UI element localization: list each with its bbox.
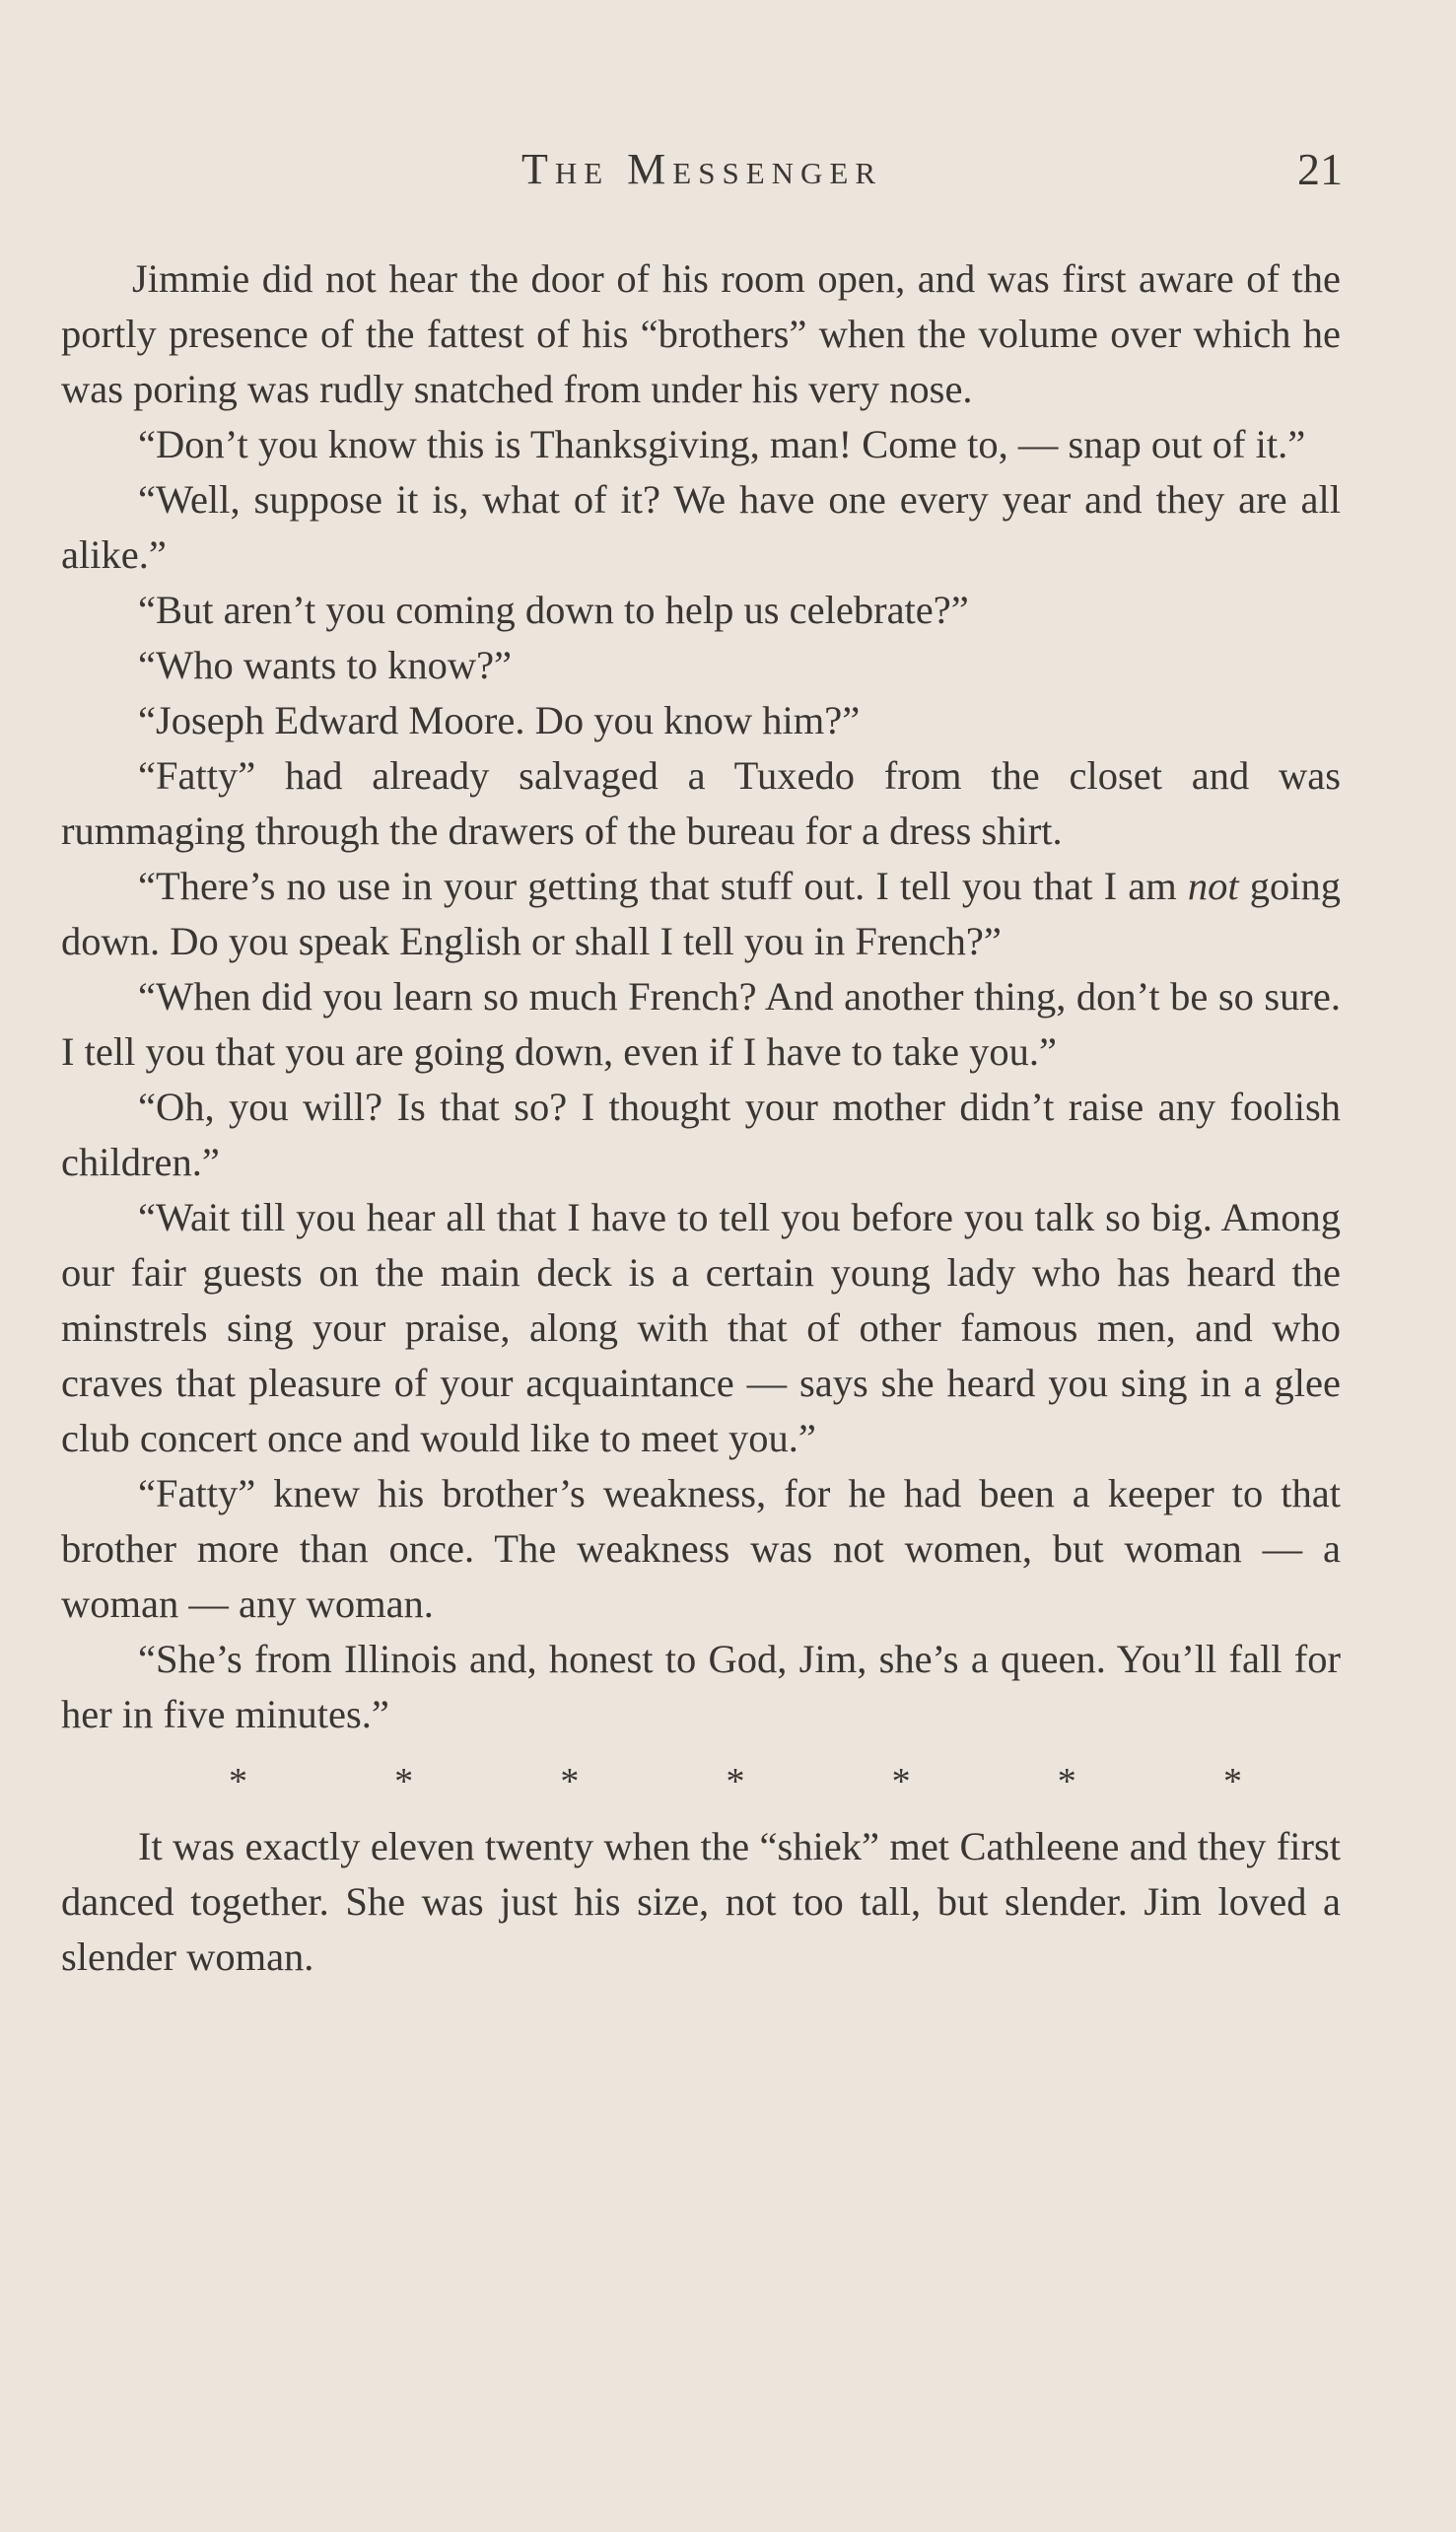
paragraph: “Wait till you hear all that I have to tell you before you talk so big. Among our fair guests on the main deck is a certain young lady who has heard the minstrels sing your praise, along with that of other famous men, and who craves that pleasure of your acquaintance — says she heard you sing in a glee club concert once and would like to meet you.”	[61, 1195, 1341, 1460]
asterisk-ornament: *	[229, 1761, 247, 1802]
emphasized-word: not	[1187, 864, 1239, 908]
asterisk-ornament: *	[726, 1761, 745, 1802]
paragraph: “She’s from Illinois and, honest to God, Jim, she’s a queen. You’ll fall for her in five minutes.”	[61, 1637, 1341, 1736]
paragraph-text: “There’s no use in your getting that stuff out. I tell you that I am	[138, 864, 1188, 908]
page-number: 21	[1297, 144, 1343, 194]
asterisk-ornament: *	[394, 1761, 414, 1802]
paragraph	[61, 859, 1341, 969]
paragraph: Jimmie did not hear the door of his room open, and was first aware of the portly presence of the fattest of his “brothers” when the volume over which he was poring was rudly snatched from under his very nose.	[61, 256, 1341, 411]
paragraph: “When did you learn so much French? And another thing, don’t be so sure. I tell you that you are going down, even if I have to take you.”	[61, 974, 1341, 1074]
paragraph: “Fatty” had already salvaged a Tuxedo from the closet and was rummaging through the drawers of the bureau for a dress shirt.	[61, 753, 1341, 853]
paragraph: “Oh, you will? Is that so? I thought your mother didn’t raise any foolish children.”	[61, 1085, 1341, 1184]
running-title: The Messenger	[520, 145, 883, 193]
asterisk-ornament: *	[560, 1761, 580, 1802]
asterisk-ornament: *	[1222, 1761, 1242, 1802]
section-break	[61, 1754, 1341, 1809]
running-head	[61, 140, 1343, 199]
closing-paragraph: It was exactly eleven twenty when the “shiek” met Cathleene and they first danced together. She was just his size, not too tall, but slender. Jim loved a slender woman.	[61, 1824, 1341, 1979]
paragraph-text: going down. Do you speak English or shall I tell you in French?”	[61, 864, 1341, 963]
paragraph: “Don’t you know this is Thanksgiving, man! Come to, — snap out of it.”	[138, 422, 1306, 466]
paragraph: “Well, suppose it is, what of it? We have one every year and they are all alike.”	[61, 477, 1341, 577]
asterisk-ornament: *	[891, 1761, 911, 1802]
paragraph: “Fatty” knew his brother’s weakness, for he had been a keeper to that brother more than once. The weakness was not women, but woman — a woman — any woman.	[61, 1471, 1341, 1626]
paragraph: “But aren’t you coming down to help us celebrate?”	[138, 588, 969, 632]
body-text	[61, 251, 1341, 1985]
paragraph: “Joseph Edward Moore. Do you know him?”	[138, 698, 861, 742]
paragraph: “Who wants to know?”	[138, 643, 513, 687]
asterisk-ornament: *	[1057, 1761, 1076, 1802]
